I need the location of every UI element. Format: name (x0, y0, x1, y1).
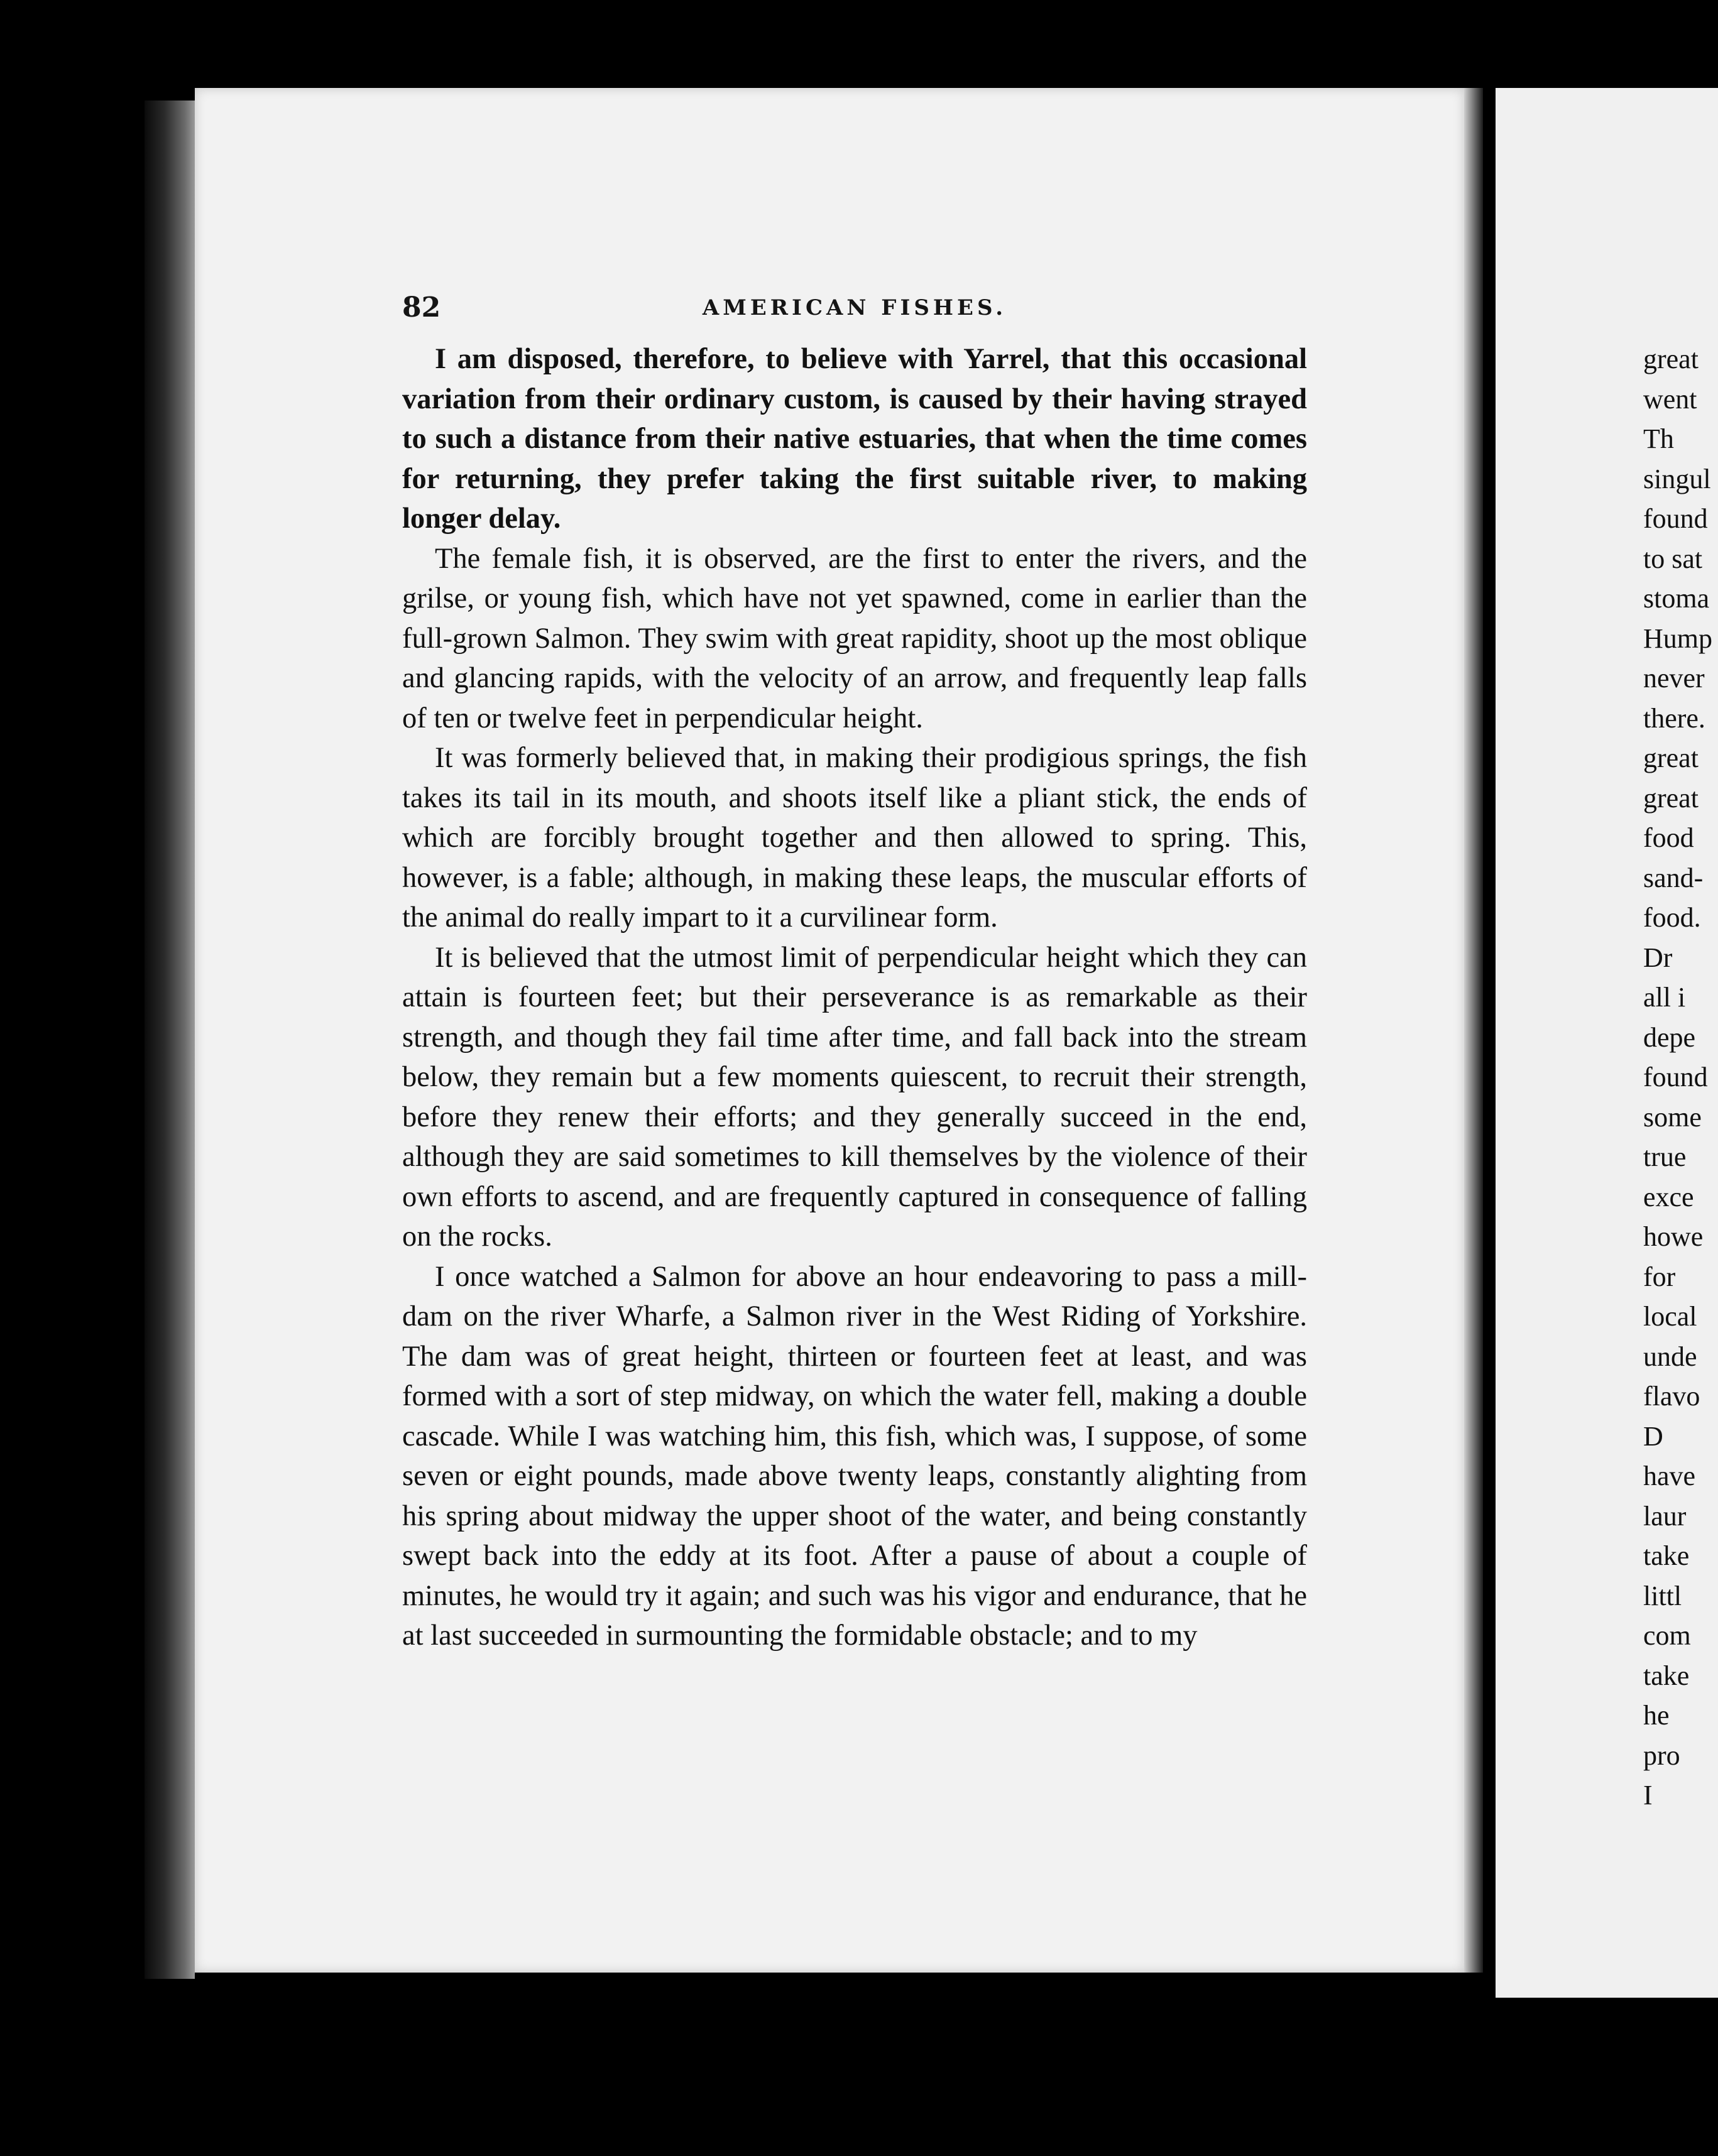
facing-page-line: true (1643, 1141, 1687, 1172)
facing-page-line: he (1643, 1700, 1670, 1731)
facing-page-line: stoma (1643, 583, 1710, 614)
facing-page-line: take (1643, 1660, 1690, 1691)
facing-page-line: went (1643, 383, 1697, 415)
running-head (402, 286, 1307, 330)
facing-page-line: food. (1643, 902, 1701, 933)
facing-page-line: for (1643, 1261, 1676, 1292)
paragraph: It was formerly believed that, in making their prodigious springs, the fish takes its tail in its mouth, and shoots itself like a pliant stick, the ends of which are forcibly brought together and then allowed to spring. This, however, is a fable; although, in making these leaps, the muscular efforts of the animal do really impart to it a curvilinear form. (402, 742, 1307, 934)
facing-page-line: local (1643, 1301, 1697, 1332)
body-text (402, 339, 1307, 1656)
page-number: 82 (402, 291, 441, 324)
facing-page-line: some (1643, 1101, 1702, 1133)
facing-page-line: take (1643, 1540, 1690, 1571)
facing-page-line: singul (1643, 463, 1711, 494)
page-gutter (1464, 88, 1483, 1973)
facing-page-line: have (1643, 1461, 1696, 1491)
paragraph: The female fish, it is observed, are the first to enter the rivers, and the grilse, or young fish, which have not yet spawned, come in earlier than the full-grown Salmon. They swim with great rapidity, shoot up the most oblique and glancing rapids, with the velocity of an arrow, and frequently leap falls of ten or twelve feet in perpendicular height. (402, 542, 1307, 734)
facing-page-line: flavo (1643, 1381, 1700, 1412)
facing-page-line: Hump (1643, 623, 1712, 654)
paragraph: I once watched a Salmon for above an hour endeavoring to pass a mill-dam on the river Wharfe, a Salmon river in the West Riding of Yorkshire. The dam was of great height, thirteen or fourteen feet at least, and was formed with a sort of step midway, on which the water fell, making a double cascade. While I was watching him, this fish, which was, I suppose, of some seven or eight pounds, made above twenty leaps, constantly alighting from his spring about midway the upper shoot of the water, and being constantly swept back into the eddy at its foot. After a pause of about a couple of minutes, he would try it again; and such was his vigor and endurance, that he at last succeeded in surmounting the formidable obstacle; and to my (402, 1260, 1307, 1652)
facing-page-line: food (1643, 822, 1694, 853)
facing-page-line: to sat (1643, 543, 1703, 574)
paragraph: I am disposed, therefore, to believe with Yarrel, that this occasional variation from their ordinary custom, is caused by their having strayed to such a distance from their native estuaries, that when the time comes for returning, they prefer taking the first suitable river, to making longer delay. (402, 343, 1307, 535)
facing-page-line: exce (1643, 1181, 1694, 1212)
facing-page-line: found (1643, 503, 1708, 534)
facing-page-line: great (1643, 344, 1699, 374)
facing-page-line: unde (1643, 1341, 1697, 1372)
facing-page-text (1643, 339, 1718, 1816)
facing-page-line: Th (1643, 423, 1674, 454)
paragraph: It is believed that the utmost limit of perpendicular height which they can attain is fourteen feet; but their perseverance is as remarkable as their strength, and though they fail time after time, and fall back into the stream below, they remain but a few moments quiescent, to recruit their strength, before they renew their efforts; and they generally succeed in the end, although they are said sometimes to kill themselves by the violence of their own efforts to ascend, and are frequently captured in consequence of falling on the rocks. (402, 941, 1307, 1253)
facing-page-line: pro (1643, 1740, 1680, 1771)
facing-page-line: found (1643, 1062, 1708, 1092)
book-binding-edge (145, 101, 195, 1979)
facing-page-line: com (1643, 1620, 1691, 1651)
facing-page-line: howe (1643, 1221, 1704, 1252)
facing-page-line: there. (1643, 702, 1705, 734)
facing-page-line: I (1643, 1780, 1653, 1810)
facing-page-line: littl (1643, 1580, 1682, 1611)
facing-page-line: D (1643, 1420, 1663, 1452)
facing-page-line: all i (1643, 982, 1686, 1013)
facing-page-line: sand- (1643, 862, 1704, 893)
facing-page-line: great (1643, 782, 1699, 814)
facing-page-line: Dr (1643, 942, 1673, 973)
facing-page-line: depe (1643, 1021, 1696, 1053)
facing-page-line: never (1643, 663, 1705, 694)
facing-page-line: laur (1643, 1500, 1687, 1532)
running-head-title: AMERICAN FISHES. (702, 295, 1007, 320)
facing-page-line: great (1643, 743, 1699, 773)
